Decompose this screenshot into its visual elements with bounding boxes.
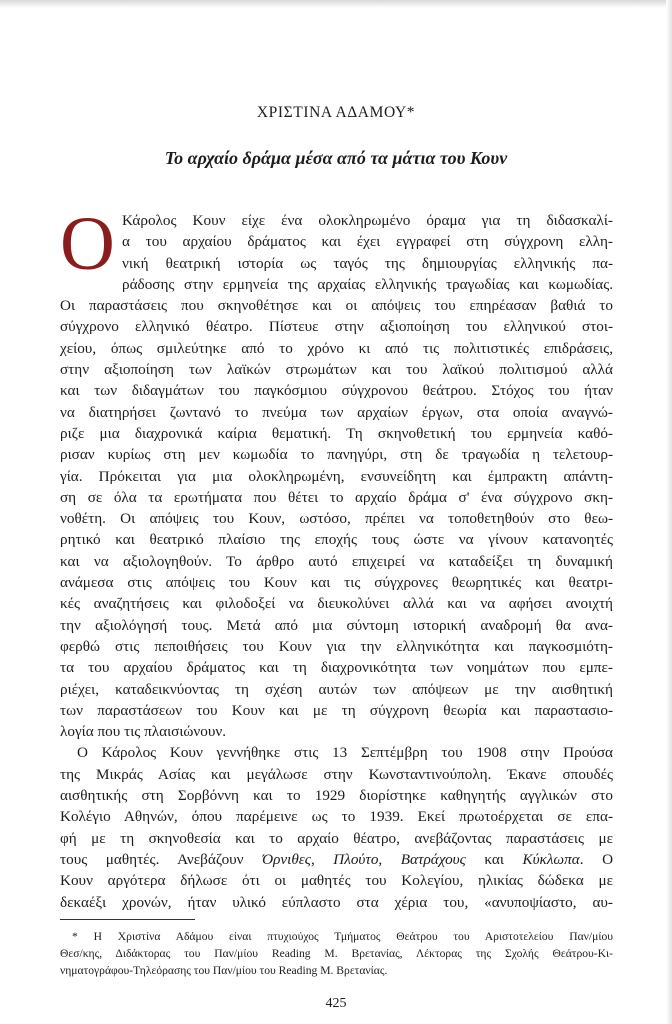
text-line: και να αξιολογηθούν. Το άρθρο αυτό επιχειρεί να καταδείξει τη δυναμική xyxy=(60,552,613,570)
page-edge-shadow xyxy=(0,0,672,8)
text-line: νική θεατρική ιστορία ως ταγός της δημιουργίας ελληνικής πα- xyxy=(122,254,613,272)
text-segment: τους μαθητές. xyxy=(60,850,160,868)
text-line: της Μικράς Ασίας και μεγάλωσε στην Κωνσταντινούπολη. Έκανε σπουδές xyxy=(60,765,613,783)
text-line: σύγχρονο ελληνικό θέατρο. Πίστευε στην αξιοποίηση του ελληνικού στοι- xyxy=(60,318,613,336)
text-line: την αξιολόγησή τους. Μετά από μια σύντομη ιστορική αναδρομή θα ανα- xyxy=(60,616,613,634)
text-line: χείου, όπως σμιλεύτηκε από το χρόνο κι από τις πολιτιστικές επιδράσεις, xyxy=(60,339,613,357)
text-line: φή με τη σκηνοθεσία και το αρχαίο θέατρο, ανεβάζοντας παραστάσεις με xyxy=(60,829,613,847)
text-line: ριζε μια διαχρονικά καίρια θεματική. Τη σκηνοθετική του ερμηνεία καθό- xyxy=(60,424,613,442)
text-line-plays: τους μαθητές. Ανεβάζουν Όρνιθες, Πλούτο, Βατράχους και Κύκλωπα. Ο xyxy=(60,850,614,868)
text-line: να διατηρήσει ζωντανό το πνεύμα των αρχαίων έργων, στα οποία αναγνώ- xyxy=(60,403,613,421)
paragraph-2 xyxy=(60,742,613,912)
author-name: ΧΡΙΣΤΙΝΑ ΑΔΑΜΟΥ* xyxy=(256,104,416,121)
play-title: Βατράχους xyxy=(400,850,466,868)
text-line: Κουν αργότερα δήλωσε ότι οι μαθητές του Κολεγίου, ηλικίας δώδεκα με xyxy=(60,872,613,890)
text-line: ράδοσης στην ερμηνεία της αρχαίας ελληνικής τραγωδίας και κωμωδίας. xyxy=(122,275,613,293)
footnote-divider xyxy=(60,919,195,920)
footnote-line: νηματογράφου-Τηλεόρασης του Παν/μίου του Reading Μ. Βρετανίας. xyxy=(60,964,388,977)
play-title: Πλούτο xyxy=(333,850,379,868)
text-line: νοθέτη. Οι απόψεις του Κουν, ωστόσο, πρέπει να τοποθετηθούν στο θεω- xyxy=(60,510,613,528)
footnote xyxy=(60,928,613,979)
text-line: ρισαν κυρίως στη μεν κωμωδία το πανηγύρι, στη δε τραγωδία η τελετουρ- xyxy=(60,446,613,464)
drop-cap: Ο xyxy=(60,202,115,286)
text-line: αισθητικής στη Σορβόννη και το 1929 διορίστηκε καθηγητής αγγλικών στο xyxy=(60,787,613,805)
text-line: ριέχει, καταδεικνύοντας τη σχέση αυτών των απόψεων με την αισθητική xyxy=(60,680,613,698)
text-line: των παραστάσεων του Κουν και με τη σύγχρονη θεωρία και παραστασιο- xyxy=(60,701,613,719)
play-title: Όρνιθες xyxy=(262,850,311,868)
text-line: ανάμεσα στις απόψεις του Κουν και τις σύγχρονες θεωρητικές και θεατρι- xyxy=(60,574,613,592)
text-line: ρητικό και θεατρικό πλαίσιο της εποχής τους ώστε να γίνουν κατανοητές xyxy=(60,531,613,549)
paragraph-1 xyxy=(60,202,613,742)
text-line: Ο Κάρολος Κουν γεννήθηκε στις 13 Σεπτέμβρη του 1908 στην Προύσα xyxy=(77,744,613,762)
footnote-line: Θεσ/κης, Διδάκτορας του Παν/μίου Reading Μ. Βρετανίας, Λέκτορας της Σχολής Θεάτρου-Κι- xyxy=(60,947,613,960)
text-line: Κολέγιο Αθηνών, όπου παρέμεινε ως το 1939. Εκεί πρωτοέρχεται σε επα- xyxy=(60,808,613,826)
text-line: ση σε όλα τα ερωτήματα που θέτει το αρχαίο δράμα σ' ένα σύγχρονο σκη- xyxy=(60,488,613,506)
text-segment: Ανεβάζουν xyxy=(177,850,244,868)
text-line: και των διδαγμάτων του παγκόσμιου σύγχρονου θεάτρου. Στόχος του ήταν xyxy=(60,382,613,400)
footnote-line: * Η Χριστίνα Αδάμου είναι πτυχιούχος Τμήματος Θεάτρου του Αριστοτελείου Παν/μίου xyxy=(72,930,613,943)
text-line: στην αξιοποίηση των λαϊκών στρωμάτων και του λαϊκού πολιτισμού αλλά xyxy=(60,361,613,379)
text-line: α του αρχαίου δράματος και έχει εγγραφεί στη σύγχρονη ελλη- xyxy=(122,233,613,251)
text-line: λογία που τις πλαισιώνουν. xyxy=(60,723,227,741)
play-title: Κύκλωπα xyxy=(522,850,580,868)
article-title: Το αρχαίο δράμα μέσα από τα μάτια του Κουν xyxy=(164,148,508,168)
article-body xyxy=(60,202,614,913)
page-number: 425 xyxy=(325,996,347,1011)
text-line: δεκαέξι χρονών, ήταν υλικό εύπλαστο στα χέρια του, «ανυποψίαστο, αυ- xyxy=(60,893,613,911)
text-line: κές αναζητήσεις και φιλοδοξεί να διευκολύνει αλλά και να αφήσει ανοιχτή xyxy=(60,595,613,613)
text-line: φερθώ στις πεποιθήσεις του Κουν για την ελληνικότητα και παγκοσμιότη- xyxy=(60,637,613,655)
text-line: Κάρολος Κουν είχε ένα ολοκληρωμένο όραμα για τη διδασκαλί- xyxy=(122,212,613,229)
text-line: Οι παραστάσεις που σκηνοθέτησε και οι απόψεις του επηρέασαν βαθιά το xyxy=(60,297,613,315)
text-line: γία. Πρόκειται για μια ολοκληρωμένη, ενσυνείδητη και έμπρακτη απάντη- xyxy=(60,467,613,485)
text-line: τα του αρχαίου δράματος και τη διαχρονικότητα των νοημάτων που εμπε- xyxy=(60,659,613,677)
